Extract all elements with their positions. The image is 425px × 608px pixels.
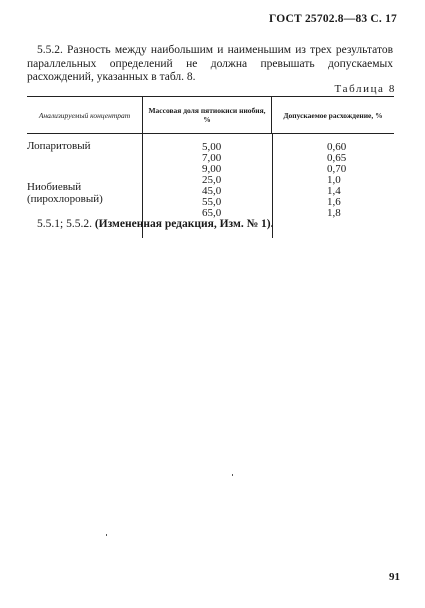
mass-value: 9,00 (202, 163, 222, 175)
scan-speck (106, 534, 107, 536)
page-header: ГОСТ 25702.8—83 С. 17 (269, 13, 397, 25)
concentrate-label: (пирохлоровый) (27, 193, 103, 205)
tolerance-value: 0,70 (327, 163, 347, 175)
header-tolerance: Допускаемое расхождение, % (283, 110, 383, 120)
tolerance-value: 1,6 (327, 196, 341, 208)
mass-value: 5,00 (202, 141, 222, 153)
mass-value: 65,0 (202, 207, 222, 219)
amendment-note (37, 218, 273, 230)
concentrate-label: Лопаритовый (27, 140, 91, 152)
tolerance-table (27, 96, 394, 238)
tolerance-value: 1,0 (327, 174, 341, 186)
mass-value: 45,0 (202, 185, 222, 197)
header-mass-fraction: Массовая доля пятиокиси ниобия, % (142, 97, 272, 133)
tolerance-value: 0,65 (327, 152, 347, 164)
scan-speck (232, 474, 233, 476)
table-caption: Таблица 8 (334, 83, 396, 95)
tolerance-value: 1,4 (327, 185, 341, 197)
paragraph-5-5-2: 5.5.2. Разность между наибольшим и наименьшим из трех результатов параллельных определений не должна превышать допускаемых расхождений, указанных в табл. 8. (27, 44, 393, 83)
mass-value: 55,0 (202, 196, 222, 208)
table-header-row (27, 97, 394, 134)
concentrate-label: Ниобиевый (27, 181, 82, 193)
mass-value: 7,00 (202, 152, 222, 164)
tolerance-value: 1,8 (327, 207, 341, 219)
tolerance-value: 0,60 (327, 141, 347, 153)
mass-value: 25,0 (202, 174, 222, 186)
header-concentrate: Анализируемый концентрат (38, 110, 131, 120)
page-number: 91 (389, 571, 400, 583)
amendment-refs: 5.5.1; 5.5.2. (37, 218, 92, 230)
amendment-text: (Измененная редакция, Изм. № 1). (94, 218, 274, 230)
